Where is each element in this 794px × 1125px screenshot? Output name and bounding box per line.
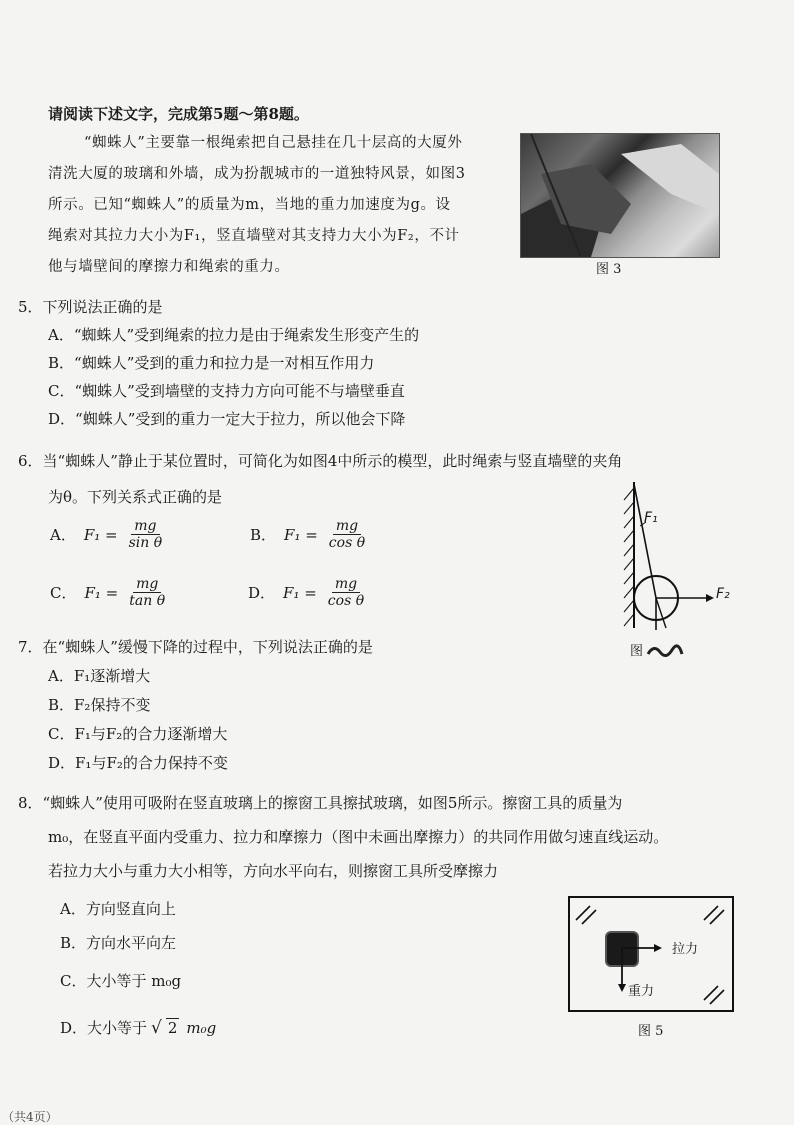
formula-lhs: F₁ =	[283, 583, 317, 602]
fraction	[325, 576, 367, 609]
f1-label: F₁	[644, 510, 658, 526]
q6-option-a	[50, 518, 165, 551]
figure-3-caption: 图 3	[596, 262, 622, 277]
q8-option-a: A．方向竖直向上	[60, 900, 176, 918]
option-letter: D．	[248, 584, 276, 602]
pull-label: 拉力	[672, 942, 699, 957]
sqrt-radicand: 2	[167, 1019, 178, 1037]
intro-line: 所示。已知“蜘蛛人”的质量为m，当地的重力加速度为g。设	[48, 197, 451, 213]
figure-4-caption: 图	[630, 644, 644, 659]
q8-option-b: B．方向水平向左	[60, 934, 177, 952]
option-d-prefix: D．大小等于	[60, 1018, 148, 1037]
intro-line: 他与墙壁间的摩擦力和绳索的重力。	[48, 259, 290, 275]
numerator: mg	[332, 576, 360, 593]
figure-3-photo	[520, 133, 720, 258]
numerator: mg	[333, 518, 361, 535]
denominator: cos θ	[328, 535, 366, 551]
wall-hatching	[624, 488, 634, 626]
option-d: D．“蜘蛛人”受到的重力一定大于拉力，所以他会下降	[48, 410, 406, 428]
intro-line: 绳索对其拉力大小为F₁，竖直墙壁对其支持力大小为F₂，不计	[48, 228, 460, 244]
question-stem: 7．在“蜘蛛人”缓慢下降的过程中，下列说法正确的是	[18, 638, 373, 656]
q6-option-d	[248, 576, 367, 609]
weight-arrowhead	[618, 984, 626, 992]
formula-lhs: F₁ =	[284, 525, 318, 544]
fraction	[126, 518, 166, 551]
option-b: B．F₂保持不变	[48, 696, 151, 714]
q6-option-c	[50, 576, 168, 609]
question-8-stem-line-2: m₀，在竖直平面内受重力、拉力和摩擦力（图中未画出摩擦力）的共同作用做匀速直线运动。	[48, 828, 669, 846]
question-5	[18, 298, 419, 428]
angle-mark	[656, 598, 666, 628]
intro-line: “蜘蛛人”主要靠一根绳索把自己悬挂在几十层高的大厦外	[84, 135, 463, 151]
denominator: tan θ	[129, 593, 166, 609]
question-7	[18, 638, 373, 772]
fraction	[326, 518, 368, 551]
denominator: sin θ	[128, 535, 163, 551]
denominator: cos θ	[327, 593, 365, 609]
formula-lhs: F₁ =	[83, 525, 118, 544]
option-a: A．F₁逐渐增大	[48, 667, 151, 685]
question-6-stem-line-1: 6．当“蜘蛛人”静止于某位置时，可简化为如图4中所示的模型，此时绳索与竖直墙壁的夹角	[18, 452, 623, 470]
question-8-stem-line-3: 若拉力大小与重力大小相等，方向水平向右，则擦窗工具所受摩擦力	[48, 862, 499, 880]
option-d-suffix: m₀g	[186, 1018, 217, 1037]
numerator: mg	[133, 576, 161, 593]
building-photo-illustration	[521, 134, 719, 257]
option-letter: C．	[50, 584, 77, 602]
question-stem: 5．下列说法正确的是	[18, 298, 163, 316]
q8-option-c: C．大小等于 m₀g	[60, 972, 182, 990]
sqrt-sign: √	[151, 1017, 162, 1038]
option-c: C．“蜘蛛人”受到墙壁的支持力方向可能不与墙壁垂直	[48, 382, 405, 400]
question-8-stem-line-1: 8．“蜘蛛人”使用可吸附在竖直玻璃上的擦窗工具擦拭玻璃，如图5所示。擦窗工具的质量为	[18, 794, 623, 812]
figure-5-caption: 图 5	[638, 1024, 664, 1039]
option-d: D．F₁与F₂的合力保持不变	[48, 754, 228, 772]
option-a: A．“蜘蛛人”受到绳索的拉力是由于绳索发生形变产生的	[48, 326, 420, 344]
question-6-stem-line-2: 为θ。下列关系式正确的是	[48, 488, 223, 506]
rope-line	[634, 484, 656, 598]
intro-paragraph	[48, 134, 514, 276]
q6-option-b	[250, 518, 368, 551]
option-letter: B．	[250, 526, 277, 544]
caption-scribble	[646, 642, 684, 658]
section-header: 请阅读下述文字，完成第5题～第8题。	[48, 105, 309, 123]
numerator: mg	[131, 518, 159, 535]
q8-option-d	[60, 1018, 216, 1037]
option-letter: A．	[50, 526, 76, 544]
intro-line: 清洗大厦的玻璃和外墙，成为扮靓城市的一道独特风景，如图3	[48, 166, 466, 182]
pull-arrowhead	[654, 944, 662, 952]
weight-label: 重力	[628, 984, 655, 999]
option-b: B．“蜘蛛人”受到的重力和拉力是一对相互作用力	[48, 354, 375, 372]
f2-label: F₂	[716, 586, 730, 602]
fraction	[126, 576, 168, 609]
f2-arrowhead	[706, 594, 714, 602]
formula-lhs: F₁ =	[84, 583, 119, 602]
option-c: C．F₁与F₂的合力逐渐增大	[48, 725, 228, 743]
figure-4-diagram	[610, 478, 750, 658]
page-footer: （共4页）	[2, 1110, 58, 1124]
